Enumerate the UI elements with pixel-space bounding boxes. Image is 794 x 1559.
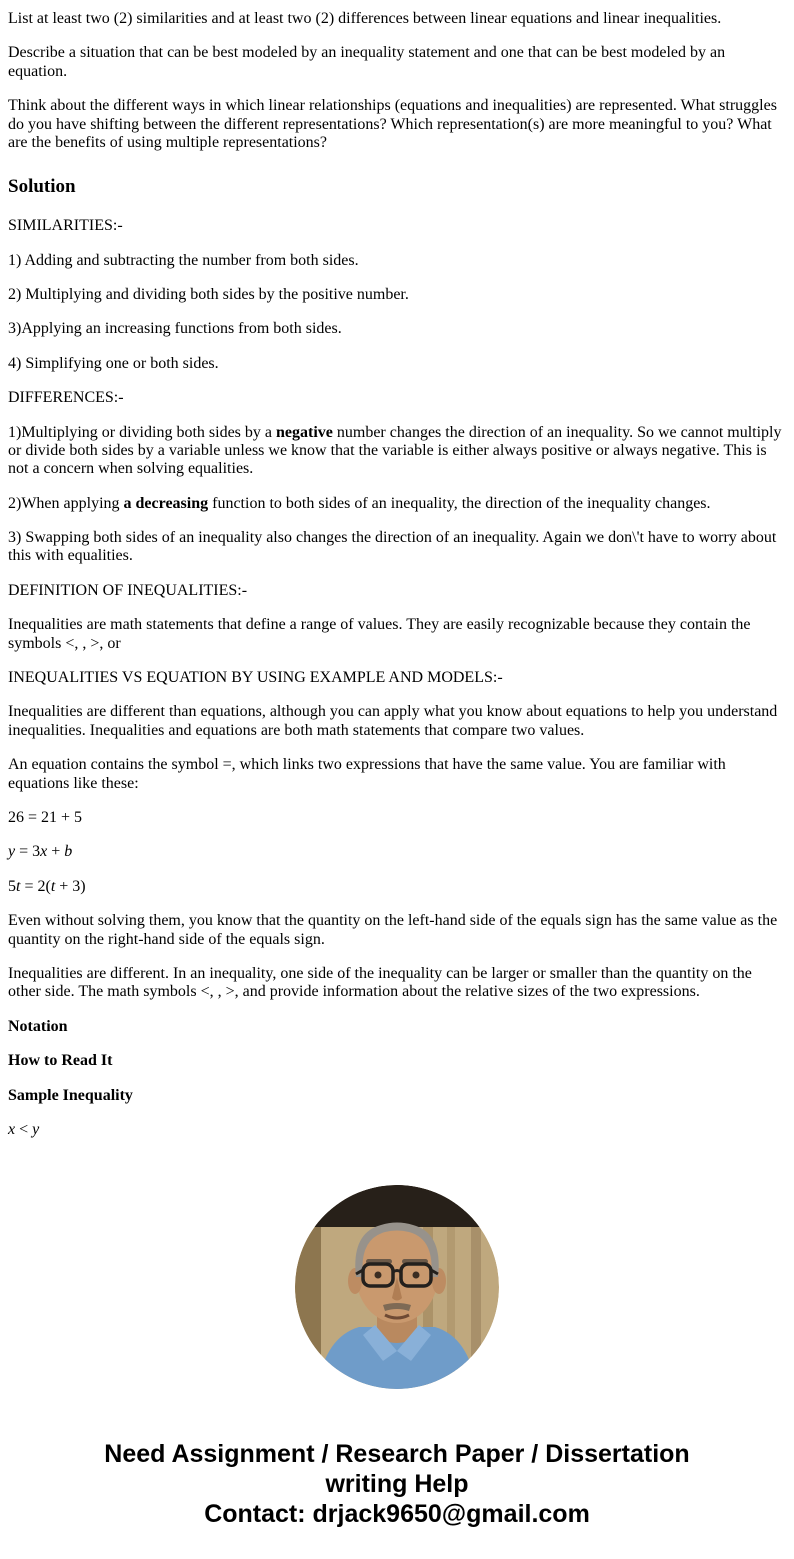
difference-2-pre: 2)When applying <box>8 494 124 512</box>
equation-2-var-y: y <box>8 843 16 861</box>
footer-contact: Contact: drjack9650@gmail.com <box>204 1500 590 1529</box>
vs-paragraph-2: An equation contains the symbol =, which links two expressions that have the same value. You are familiar with equations like these: <box>8 756 726 792</box>
sample-inequality-value <box>8 1121 786 1139</box>
equation-line-1: 26 = 21 + 5 <box>8 809 83 826</box>
how-to-read-label: How to Read It <box>8 1052 113 1070</box>
equation-3-mid: = 2( <box>20 877 51 895</box>
definition-paragraph: Inequalities are math statements that define a range of values. They are easily recognizable because they contain the symbols <, , >, or <box>8 616 751 652</box>
equation-3-pre: 5 <box>8 877 16 895</box>
sample-var-y: y <box>32 1120 40 1138</box>
difference-2-post: function to both sides of an inequality, the direction of the inequality changes. <box>208 494 711 512</box>
question-paragraph-1: List at least two (2) similarities and at least two (2) differences between linear equations and linear inequalities. <box>8 10 722 27</box>
equation-3-var-t2: t <box>50 877 56 895</box>
definition-label: DEFINITION OF INEQUALITIES:- <box>8 581 248 599</box>
equation-line-3 <box>8 878 786 896</box>
notation-label: Notation <box>8 1017 68 1035</box>
difference-1-bold: negative <box>276 423 333 441</box>
similarity-item-3: 3)Applying an increasing functions from both sides. <box>8 320 342 338</box>
difference-1-pre: 1)Multiplying or dividing both sides by a <box>8 423 276 441</box>
footer-heading-line-1: Need Assignment / Research Paper / Dissertation <box>104 1440 690 1469</box>
photo-container <box>8 1185 786 1389</box>
equation-2-mid-1: = 3 <box>15 843 41 861</box>
vs-paragraph-1: Inequalities are different than equations, although you can apply what you know about equations to help you understand inequalities. Inequalities and equations are both math statements that compare two values. <box>8 703 778 739</box>
similarity-item-2: 2) Multiplying and dividing both sides by the positive number. <box>8 285 409 303</box>
footer <box>8 1439 786 1559</box>
differences-label: DIFFERENCES:- <box>8 389 124 407</box>
similarity-item-1: 1) Adding and subtracting the number from both sides. <box>8 251 359 269</box>
sample-var-x: x <box>8 1120 16 1138</box>
tutor-photo <box>295 1185 499 1389</box>
difference-item-3: 3) Swapping both sides of an inequality also changes the direction of an inequality. Again we don\'t have to worry about this with equalities. <box>8 529 777 565</box>
equation-3-post: + 3) <box>55 877 86 895</box>
equation-3-var-t1: t <box>16 877 21 895</box>
sample-mid: < <box>15 1120 33 1138</box>
difference-item-1 <box>8 424 786 479</box>
difference-item-2 <box>8 495 786 513</box>
difference-1-post: number changes the direction of an inequality. So we cannot multiply or divide both sides by a variable unless we know that the variable is either always positive or always negative. This is not a concern when solving equalities. <box>8 423 782 478</box>
difference-2-bold: a decreasing <box>123 494 209 512</box>
equation-2-mid-2: + <box>47 843 65 861</box>
footer-heading-line-2: writing Help <box>325 1470 469 1499</box>
vs-paragraph-4: Inequalities are different. In an inequality, one side of the inequality can be larger or smaller than the quantity on the other side. The math symbols <, , >, and provide information about the relative sizes of the two expressions. <box>8 964 752 1001</box>
vs-label: INEQUALITIES VS EQUATION BY USING EXAMPLE AND MODELS:- <box>8 669 503 687</box>
question-paragraph-2: Describe a situation that can be best modeled by an inequality statement and one that can be best modeled by an equation. <box>8 44 726 80</box>
similarity-item-4: 4) Simplifying one or both sides. <box>8 354 219 372</box>
question-paragraph-3: Think about the different ways in which linear relationships (equations and inequalities) are represented. What struggles do you have shifting between the different representations? Which representation(s) are more meaningful to you? What are the benefits of using multiple representations? <box>8 97 777 151</box>
similarities-label: SIMILARITIES:- <box>8 217 123 235</box>
equation-line-2 <box>8 843 786 861</box>
equation-2-var-x: x <box>40 843 48 861</box>
sample-inequality-label: Sample Inequality <box>8 1086 133 1104</box>
vs-paragraph-3: Even without solving them, you know that the quantity on the left-hand side of the equals sign has the same value as the quantity on the right-hand side of the equals sign. <box>8 912 778 948</box>
equation-2-var-b: b <box>64 843 73 861</box>
solution-heading: Solution <box>8 176 76 198</box>
document-page <box>0 10 794 1559</box>
